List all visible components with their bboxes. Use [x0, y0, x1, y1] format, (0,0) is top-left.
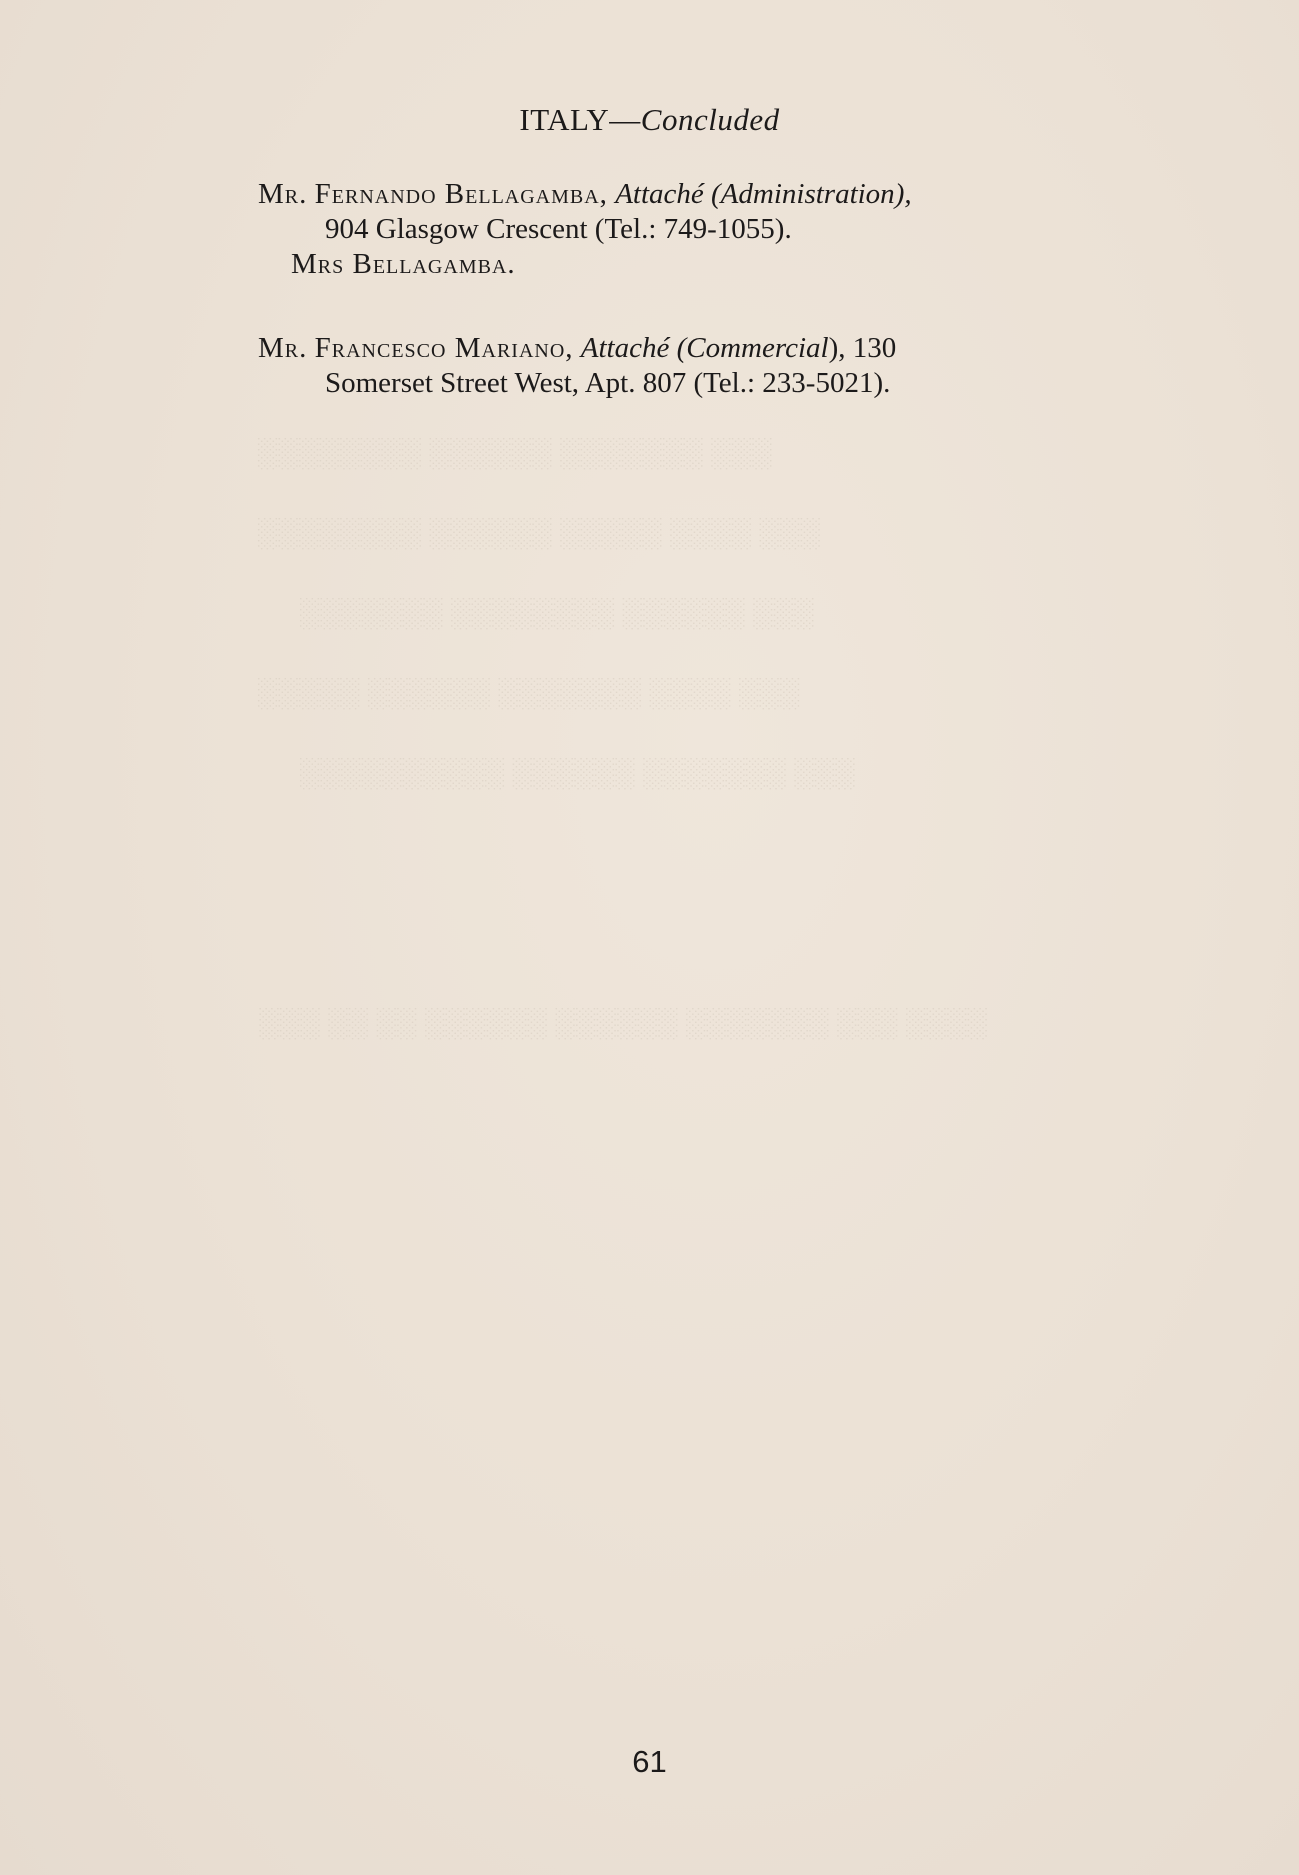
entry-title: Mr.	[258, 178, 308, 210]
entry-role: Administration	[720, 178, 895, 210]
entry-first-line	[258, 177, 1170, 212]
bleed-through-text: ░░░ ░░░░░░░ ░░░░░░ ░░░░░░░░	[258, 437, 773, 469]
entry-role-open: Attaché (	[615, 178, 721, 210]
entry-title: Mr.	[258, 332, 308, 364]
entry-address: Somerset Street West, Apt. 807 (Tel.: 233-5021).	[325, 367, 891, 399]
entry-name: Fernando Bellagamba,	[314, 178, 608, 210]
directory-entry	[258, 177, 1170, 247]
bleed-through-text: ░░░ ░░ ░░ ░░░░░░ ░░░░░░ ░░░░░░░ ░░░ ░░░░	[258, 1007, 987, 1039]
entry-role-close: ), 130	[828, 332, 897, 364]
bleed-through-text: ░░░ ░░░░░░ ░░░░░░░░ ░░░░░░░	[300, 597, 815, 629]
entry-role-open: Attaché (	[580, 332, 687, 364]
page-number: 61	[632, 1744, 667, 1779]
bleed-through-text: ░░░ ░░░░ ░░░░░░░ ░░░░░░ ░░░░░	[258, 677, 801, 709]
heading-country: ITALY—	[519, 102, 641, 137]
entry-role-close: ),	[894, 178, 912, 210]
entry-spouse: Mrs Bellagamba.	[291, 248, 516, 280]
directory-entry	[258, 331, 1170, 401]
bleed-through-text: ░░░ ░░░░ ░░░░░ ░░░░░░ ░░░░░░░░	[258, 517, 822, 549]
entry-role: Commercial	[686, 332, 829, 364]
bleed-through-text: ░░░ ░░░░░░░ ░░░░░░ ░░░░░░░░░░	[300, 757, 856, 789]
entry-address: 904 Glasgow Crescent (Tel.: 749-1055).	[325, 213, 792, 245]
entry-first-line	[258, 331, 1170, 366]
section-heading	[0, 102, 1299, 138]
entry-name: Francesco Mariano,	[314, 332, 574, 364]
heading-qualifier: Concluded	[640, 102, 780, 137]
